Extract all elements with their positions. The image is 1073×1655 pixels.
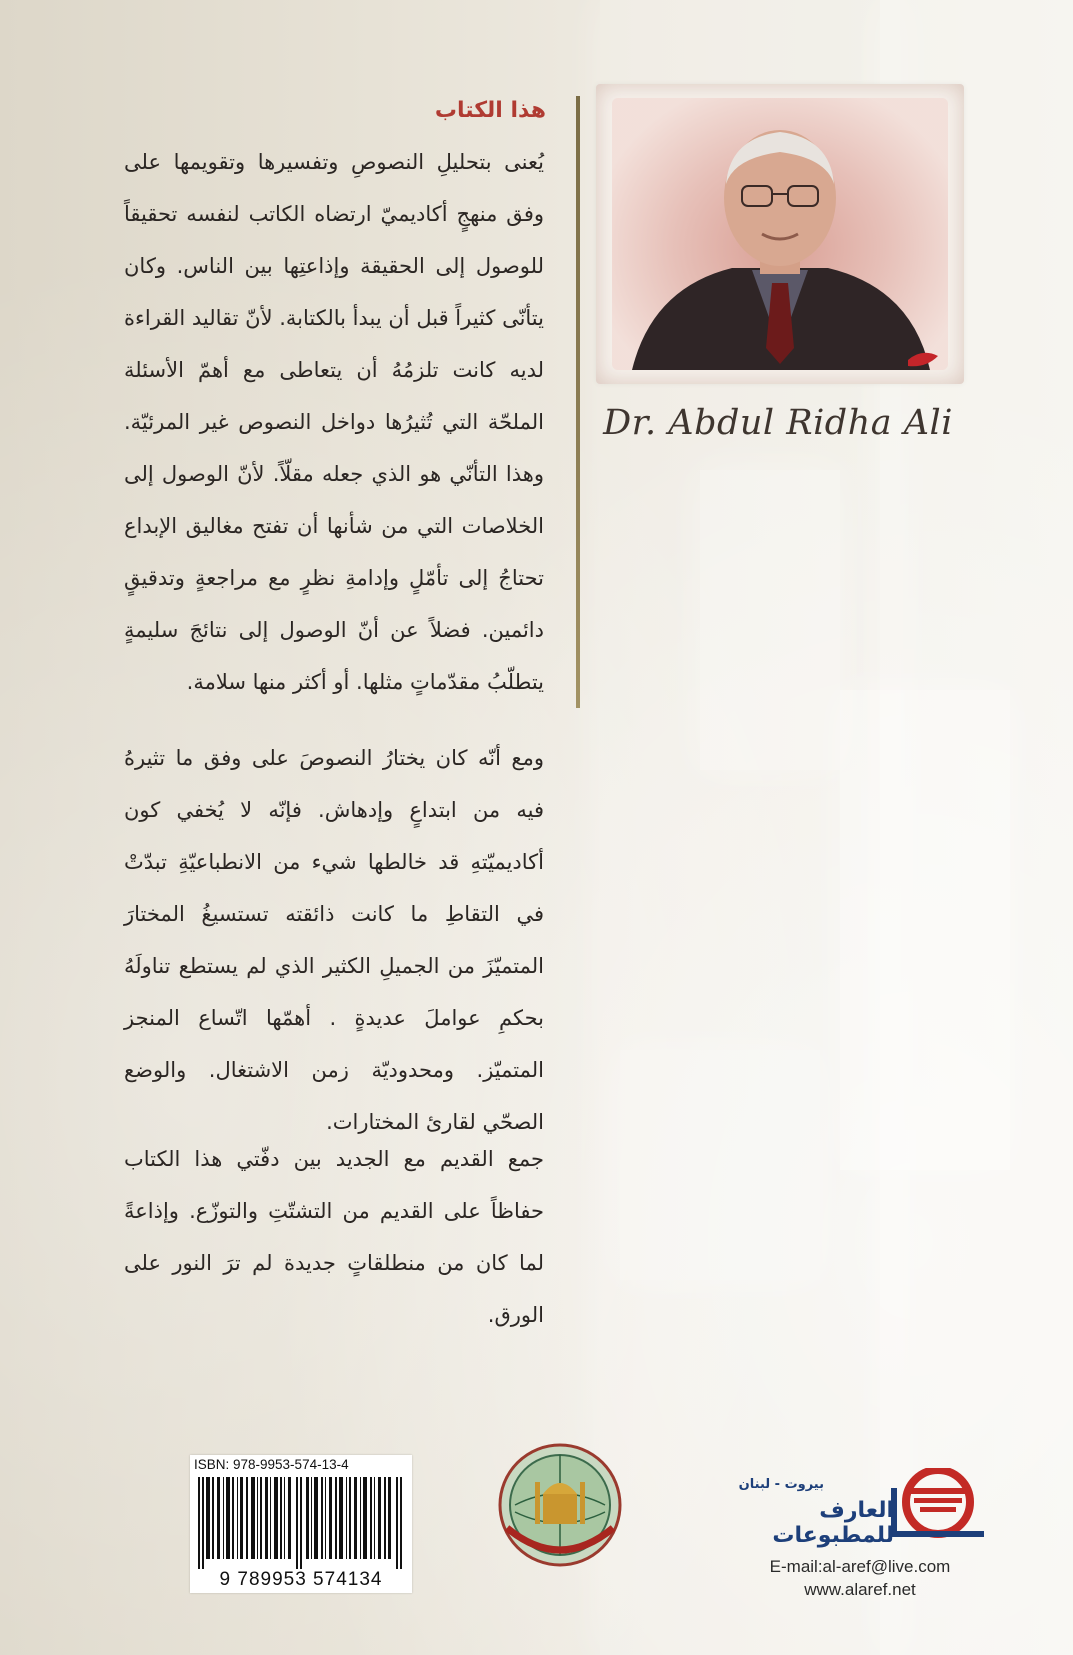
- globe-shrine-emblem-icon: [495, 1442, 625, 1568]
- light-panel: [620, 1050, 820, 1280]
- author-portrait-illustration: [612, 98, 948, 370]
- section-title: هذا الكتاب: [434, 98, 546, 123]
- light-panel: [700, 470, 840, 770]
- gold-divider-line: [576, 96, 580, 708]
- contact-email: E-mail:al-aref@live.com: [769, 1557, 951, 1576]
- publisher-name: العارف للمطبوعات: [772, 1498, 894, 1548]
- author-photo-frame: [596, 84, 964, 384]
- paragraph: جمع القديم مع الجديد بين دفّتي هذا الكتاب حفاظاً على القديم من التشتّتِ والتوزّع. وإذاعةً لما كان من منطلقاتٍ جديدة لم ترَ النور على الورق.: [124, 1147, 544, 1327]
- author-photo: [612, 98, 948, 370]
- paragraph: ومع أنّه كان يختارُ النصوصَ على وفق ما تثيرهُ فيه من ابتداعٍ وإدهاش. فإنّه لا يُخفي كون أكاديميّتهِ قد خالطها شيء من الانطباعيّةِ تبدّتْ في التقاطِ ما كانت ذائقته تستسيغُ المختارَ المتميّزَ من الجميلِ الكثير الذي لم يستطع تناولَهُ بحكمِ عواملَ عديدةٍ . أهمّها اتّساع المنجز المتميّز. ومحدوديّة زمن الاشتغال. والوضع الصحّي لقارئ المختارات.: [124, 746, 544, 1134]
- isbn-barcode-block: [190, 1455, 412, 1593]
- barcode-digits: 9 789953 574134: [219, 1569, 383, 1590]
- paragraph: يُعنى بتحليلِ النصوصِ وتفسيرها وتقويمها على وفق منهجٍ أكاديميّ ارتضاه الكاتب لنفسه تحقيقاً للوصول إلى الحقيقة وإذاعتِها بين الناس. وكان يتأنّى كثيراً قبل أن يبدأ بالكتابة. لأنّ تقاليد القراءة لديه كانت تلزمُهُ أن يتعاطى مع أهمّ الأسئلة الملحّة التي تُثيرُها دواخل النصوص غير المرئيّة. وهذا التأنّي هو الذي جعله مقلّاً. لأنّ الوصول إلى الخلاصات التي من شأنها أن تفتح مغاليق الإبداع تحتاجُ إلى تأمّلٍ وإدامةِ نظرٍ مع مراجعةٍ وتدقيقٍ دائمين. فضلاً عن أنّ الوصول إلى نتائجَ سليمةٍ يتطلّبُ مقدّماتٍ مثلها. أو أكثر منها سلامة.: [124, 150, 544, 694]
- light-panel: [840, 690, 1010, 1170]
- publisher-city: بيروت - لبنان: [738, 1477, 824, 1492]
- barcode-icon: [198, 1477, 404, 1569]
- author-signature: Dr. Abdul Ridha Ali: [603, 403, 953, 443]
- contact-website: www.alaref.net: [804, 1580, 916, 1599]
- isbn-label: ISBN: 978-9953-574-13-4: [194, 1457, 349, 1472]
